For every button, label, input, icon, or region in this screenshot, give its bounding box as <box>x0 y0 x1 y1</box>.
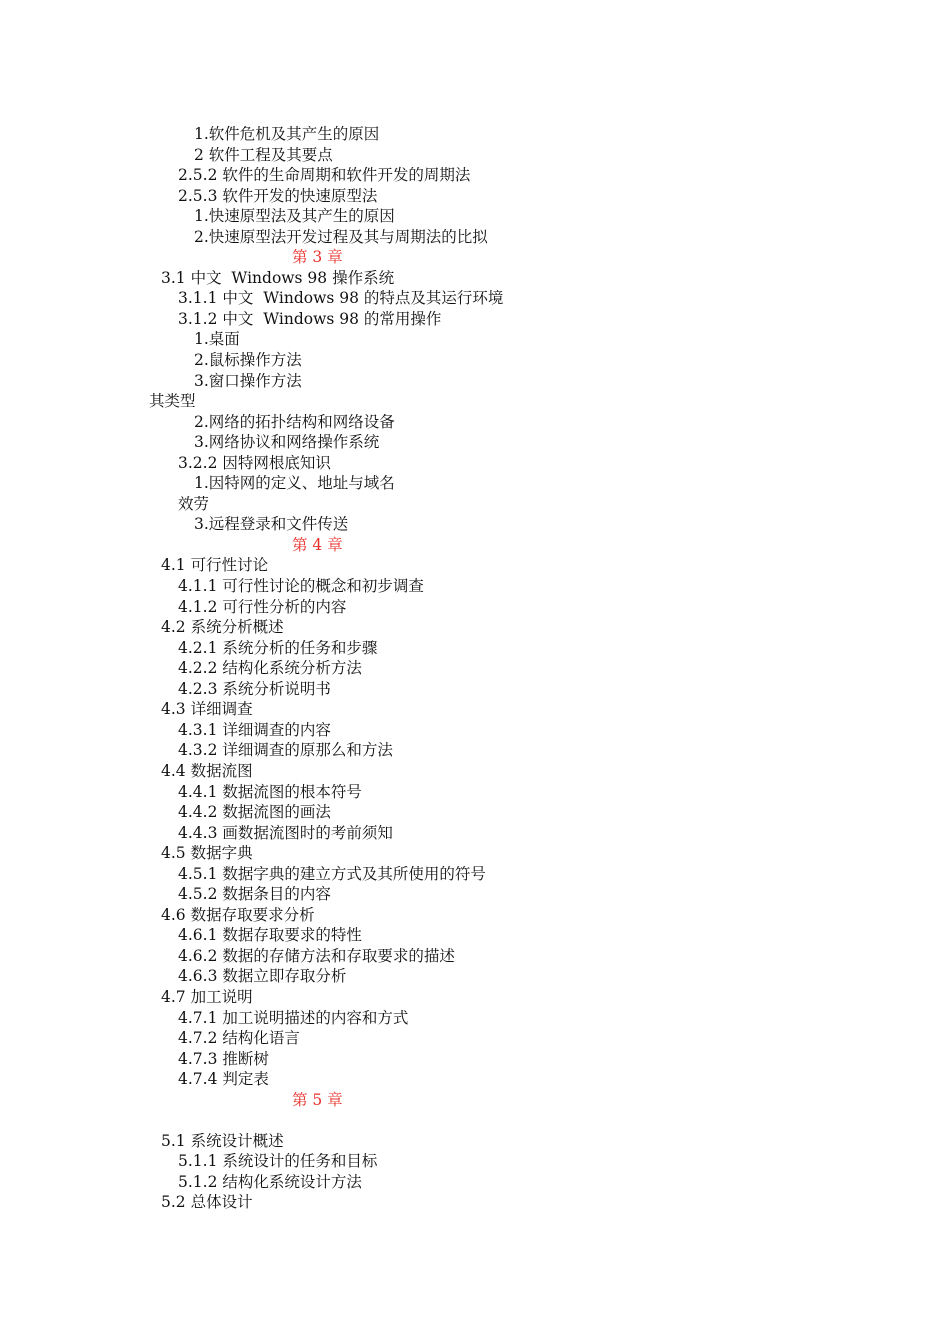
toc-entry: 2.快速原型法开发过程及其与周期法的比拟 <box>194 227 488 246</box>
toc-entry: 2.5.3 软件开发的快速原型法 <box>178 186 378 205</box>
toc-entry: 4.1.2 可行性分析的内容 <box>178 597 347 616</box>
toc-entry: 4.4.3 画数据流图时的考前须知 <box>178 823 393 842</box>
table-of-contents <box>0 124 950 1213</box>
toc-entry: 3.2.2 因特网根底知识 <box>178 453 331 472</box>
toc-entry: 3.网络协议和网络操作系统 <box>194 433 380 452</box>
chapter-heading: 第 5 章 <box>292 1090 343 1109</box>
toc-entry: 4.2 系统分析概述 <box>161 618 284 637</box>
toc-entry: 2.5.2 软件的生命周期和软件开发的周期法 <box>178 166 471 185</box>
toc-entry: 4.1 可行性讨论 <box>161 556 269 575</box>
toc-entry: 3.1.2 中文 Windows 98 的常用操作 <box>178 309 442 328</box>
toc-entry: 4.2.1 系统分析的任务和步骤 <box>178 638 378 657</box>
toc-entry: 1.软件危机及其产生的原因 <box>194 125 380 143</box>
chapter-heading: 第 3 章 <box>292 248 343 267</box>
toc-entry: 4.7.2 结构化语言 <box>178 1029 300 1048</box>
toc-entry: 3.远程登录和文件传送 <box>194 515 349 534</box>
toc-entry: 5.1 系统设计概述 <box>161 1131 284 1150</box>
toc-entry: 2.网络的拓扑结构和网络设备 <box>194 412 395 431</box>
blank-line <box>0 1110 950 1131</box>
toc-entry: 4.7.3 推断树 <box>178 1049 269 1068</box>
toc-entry: 效劳 <box>178 494 210 513</box>
toc-entry: 4.7.1 加工说明描述的内容和方式 <box>178 1008 409 1027</box>
toc-entry: 4.4 数据流图 <box>161 761 253 780</box>
chapter-heading: 第 4 章 <box>292 535 343 554</box>
toc-entry: 3.1 中文 Windows 98 操作系统 <box>161 268 395 287</box>
toc-entry: 3.窗口操作方法 <box>194 371 302 390</box>
toc-entry: 4.5 数据字典 <box>161 844 253 863</box>
toc-entry: 其类型 <box>149 392 196 411</box>
toc-entry: 4.3.1 详细调查的内容 <box>178 720 331 739</box>
toc-entry: 1.因特网的定义、地址与域名 <box>194 474 395 493</box>
toc-entry: 4.2.2 结构化系统分析方法 <box>178 659 362 678</box>
toc-entry: 1.快速原型法及其产生的原因 <box>194 207 395 226</box>
toc-entry: 2 软件工程及其要点 <box>194 145 333 164</box>
toc-entry: 5.2 总体设计 <box>161 1193 253 1212</box>
toc-entry: 4.6 数据存取要求分析 <box>161 905 315 924</box>
toc-entry: 4.6.3 数据立即存取分析 <box>178 967 347 986</box>
toc-entry: 4.6.1 数据存取要求的特性 <box>178 926 362 945</box>
toc-entry: 4.7.4 判定表 <box>178 1070 269 1089</box>
toc-entry: 5.1.1 系统设计的任务和目标 <box>178 1152 378 1171</box>
toc-entry: 3.1.1 中文 Windows 98 的特点及其运行环境 <box>178 289 504 308</box>
toc-entry: 4.3 详细调查 <box>161 700 253 719</box>
toc-entry: 4.4.2 数据流图的画法 <box>178 803 331 822</box>
toc-entry: 4.2.3 系统分析说明书 <box>178 679 331 698</box>
toc-entry: 5.1.2 结构化系统设计方法 <box>178 1172 362 1191</box>
toc-entry: 4.3.2 详细调查的原那么和方法 <box>178 741 393 760</box>
toc-entry: 4.6.2 数据的存储方法和存取要求的描述 <box>178 946 455 965</box>
toc-entry: 4.4.1 数据流图的根本符号 <box>178 782 362 801</box>
toc-entry: 4.7 加工说明 <box>161 987 253 1006</box>
toc-entry: 1.桌面 <box>194 330 240 349</box>
toc-entry: 4.5.2 数据条目的内容 <box>178 885 331 904</box>
toc-entry: 2.鼠标操作方法 <box>194 351 302 370</box>
toc-entry: 4.5.1 数据字典的建立方式及其所使用的符号 <box>178 864 486 883</box>
toc-entry: 4.1.1 可行性讨论的概念和初步调查 <box>178 577 424 596</box>
